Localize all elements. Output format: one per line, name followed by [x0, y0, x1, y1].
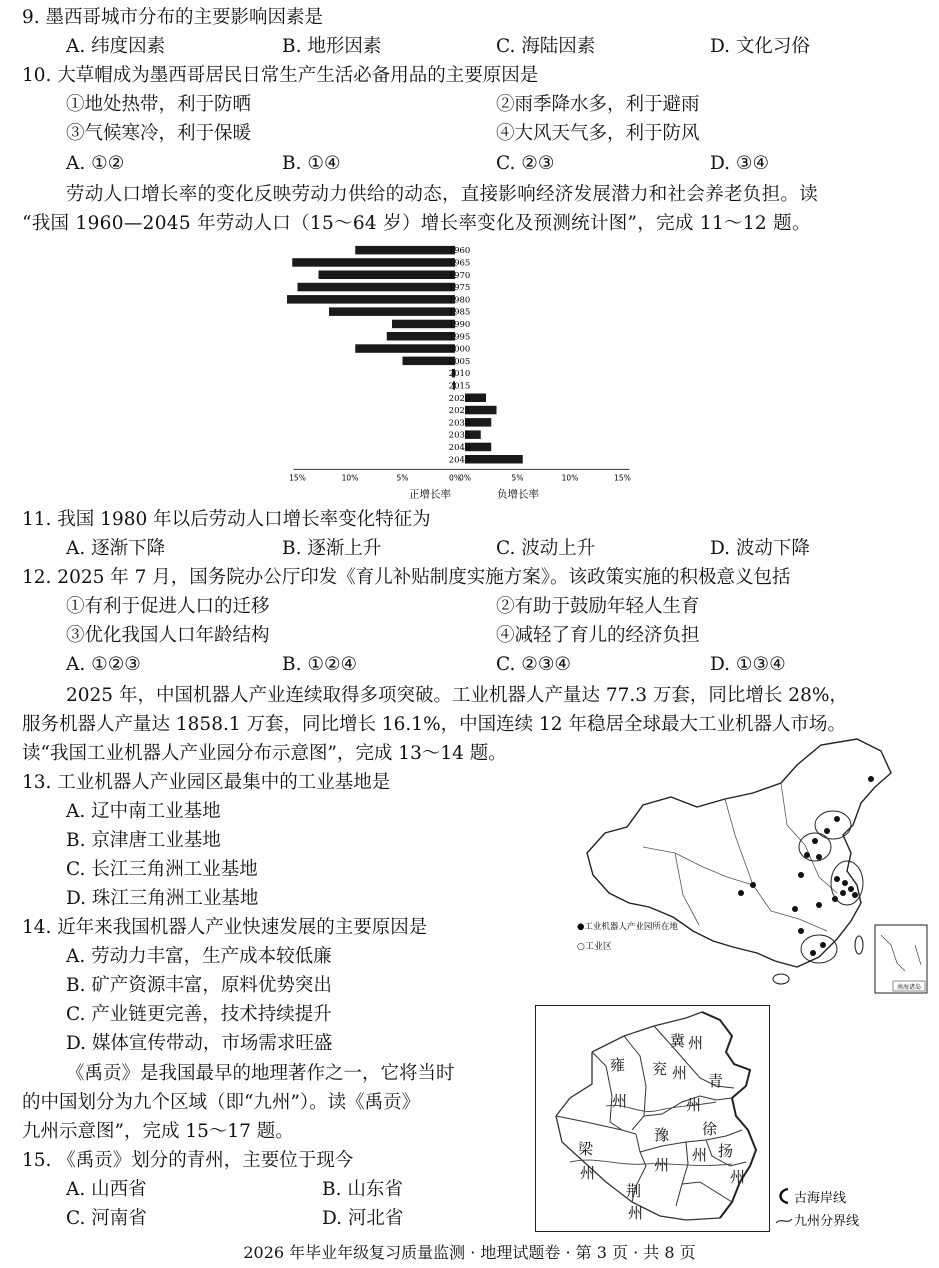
label-yang: 扬 — [718, 1142, 734, 1160]
year-label-1995: 1995 — [448, 332, 471, 343]
q13-option-d: D. 珠江三角洲工业基地 — [66, 888, 259, 909]
intro-15-17-line2: 的中国划分为九个区域（即“九州”）。读《禹贡》 — [22, 1092, 421, 1113]
tick-left-15: 15% — [289, 473, 306, 483]
tick-left-10: 10% — [341, 473, 359, 483]
year-label-2025: 2025 — [448, 406, 471, 417]
label-jing: 荆 — [626, 1182, 642, 1200]
q10-item-2: ②雨季降水多，利于避雨 — [496, 94, 700, 115]
label-liang-zhou: 州 — [580, 1164, 596, 1182]
bar-1960 — [355, 246, 455, 255]
legend-park: ●工业机器人产业园所在地 — [577, 922, 678, 932]
q12-option-c: C. ②③④ — [496, 654, 572, 675]
q13-option-a: A. 辽中南工业基地 — [66, 801, 221, 822]
year-label-1985: 1985 — [448, 307, 471, 318]
tick-right-10: 10% — [561, 473, 579, 483]
label-yong: 雍 — [610, 1056, 626, 1074]
label-ji: 冀 — [670, 1032, 686, 1050]
q11-option-d: D. 波动下降 — [710, 538, 810, 559]
bar-2005 — [403, 357, 456, 366]
year-label-2035: 2035 — [448, 430, 471, 441]
q15-stem: 15. 《禹贡》划分的青州，主要位于现今 — [22, 1150, 354, 1171]
q12-item-2: ②有助于鼓励年轻人生育 — [496, 596, 700, 617]
year-label-2010: 2010 — [448, 369, 471, 380]
label-yang-zhou: 州 — [730, 1168, 746, 1186]
q14-option-a: A. 劳动力丰富，生产成本较低廉 — [66, 946, 332, 967]
axis-label-negative: 负增长率 — [497, 488, 539, 501]
year-label-2020: 2020 — [448, 393, 471, 404]
intro-11-12-line2: “我国 1960—2045 年劳动人口（15～64 岁）增长率变化及预测统计图”，完成 11～12 题。 — [22, 213, 811, 234]
label-xu-zhou: 州 — [692, 1146, 708, 1164]
inset-label: 南海诸岛 — [896, 984, 922, 991]
tick-right-15: 15% — [614, 473, 631, 483]
year-label-1965: 1965 — [448, 258, 471, 269]
q12-item-4: ④减轻了育儿的经济负担 — [496, 625, 700, 646]
bar-1985 — [329, 307, 455, 316]
bar-1975 — [298, 283, 456, 292]
label-ji-zhou: 州 — [688, 1034, 704, 1052]
intro-15-17-line3: 九州示意图”，完成 15～17 题。 — [22, 1121, 294, 1142]
q14-option-d: D. 媒体宣传带动，市场需求旺盛 — [66, 1033, 333, 1054]
label-jing-zhou: 州 — [628, 1204, 644, 1222]
q13-option-b: B. 京津唐工业基地 — [66, 830, 221, 851]
q14-option-b: B. 矿产资源丰富，原料优势突出 — [66, 975, 332, 996]
label-yong-zhou: 州 — [612, 1092, 628, 1110]
year-label-1990: 1990 — [448, 319, 471, 330]
intro-13-14-line2: 服务机器人产量达 1858.1 万套，同比增长 16.1%，中国连续 12 年稳居全球最大工业机器人市场。 — [22, 714, 846, 735]
q9-option-c: C. 海陆因素 — [496, 36, 596, 57]
label-yu: 豫 — [654, 1126, 670, 1144]
legend-coastline-label: 古海岸线 — [794, 1191, 847, 1206]
year-label-2005: 2005 — [448, 356, 471, 367]
label-liang: 梁 — [578, 1140, 594, 1158]
q9-stem: 9. 墨西哥城市分布的主要影响因素是 — [22, 7, 324, 28]
coastline-legend-symbol — [781, 1189, 789, 1203]
label-qing: 青 — [708, 1072, 724, 1090]
bar-1990 — [392, 320, 455, 329]
tick-right-0: 0% — [459, 473, 471, 483]
q11-option-a: A. 逐渐下降 — [66, 538, 166, 559]
q13-stem: 13. 工业机器人产业园区最集中的工业基地是 — [22, 772, 391, 793]
tick-left-0: 0% — [449, 473, 461, 483]
page-footer: 2026 年毕业年级复习质量监测 · 地理试题卷 · 第 3 页 · 共 8 页 — [243, 1243, 696, 1262]
legend-border-label: 九州分界线 — [794, 1214, 860, 1229]
tick-right-5: 5% — [511, 473, 524, 483]
q12-stem: 12. 2025 年 7 月，国务院办公厅印发《育儿补贴制度实施方案》。该政策实施的积极意义包括 — [22, 567, 791, 588]
q15-option-d: D. 河北省 — [322, 1208, 404, 1229]
bar-1965 — [292, 258, 455, 267]
intro-13-14-line3: 读“我国工业机器人产业园分布示意图”，完成 13～14 题。 — [22, 743, 507, 764]
label-xu: 徐 — [702, 1120, 718, 1138]
q12-item-1: ①有利于促进人口的迁移 — [66, 596, 270, 617]
q11-option-b: B. 逐渐上升 — [282, 538, 382, 559]
q11-stem: 11. 我国 1980 年以后劳动人口增长率变化特征为 — [22, 509, 431, 530]
bar-1995 — [387, 332, 455, 341]
year-label-2040: 2040 — [448, 442, 471, 453]
year-label-2045: 2045 — [448, 455, 471, 466]
intro-13-14-line1: 2025 年，中国机器人产业连续取得多项突破。工业机器人产量达 77.3 万套，同比增长 28%， — [66, 685, 848, 706]
q15-option-c: C. 河南省 — [66, 1208, 147, 1229]
q12-option-d: D. ①③④ — [710, 654, 786, 675]
q10-item-3: ③气候寒冷，利于保暖 — [66, 123, 252, 144]
q10-item-1: ①地处热带，利于防晒 — [66, 94, 252, 115]
jiuzhou-legend — [772, 1185, 902, 1231]
q11-option-c: C. 波动上升 — [496, 538, 596, 559]
border-legend-symbol — [776, 1219, 792, 1223]
tick-left-5: 5% — [396, 473, 409, 483]
intro-11-12-line1: 劳动人口增长率的变化反映劳动力供给的动态，直接影响经济发展潜力和社会养老负担。读 — [66, 184, 819, 205]
year-label-2030: 2030 — [448, 418, 471, 429]
bar-2045 — [465, 455, 523, 464]
label-yu-zhou: 州 — [654, 1156, 670, 1174]
q9-option-d: D. 文化习俗 — [710, 36, 810, 57]
year-label-2015: 2015 — [448, 381, 471, 392]
year-label-1980: 1980 — [448, 295, 471, 306]
q10-option-d: D. ③④ — [710, 153, 770, 174]
bar-1980 — [287, 295, 455, 304]
q14-option-c: C. 产业链更完善，技术持续提升 — [66, 1004, 332, 1025]
q9-option-b: B. 地形因素 — [282, 36, 382, 57]
q15-option-a: A. 山西省 — [66, 1179, 147, 1200]
label-qing-zhou: 州 — [686, 1096, 702, 1114]
q15-option-b: B. 山东省 — [322, 1179, 403, 1200]
intro-15-17-line1: 《禹贡》是我国最早的地理著作之一，它将当时 — [66, 1063, 455, 1084]
jiuzhou-map — [536, 1006, 768, 1230]
year-label-1975: 1975 — [448, 283, 471, 294]
label-yan-zhou: 州 — [672, 1064, 688, 1082]
q12-option-b: B. ①②④ — [282, 654, 358, 675]
year-label-2000: 2000 — [448, 344, 471, 355]
q12-option-a: A. ①②③ — [66, 654, 141, 675]
q12-item-3: ③优化我国人口年龄结构 — [66, 625, 270, 646]
q10-option-b: B. ①④ — [282, 153, 341, 174]
bar-2000 — [355, 344, 455, 353]
q13-option-c: C. 长江三角洲工业基地 — [66, 859, 258, 880]
q10-option-a: A. ①② — [66, 153, 125, 174]
legend-industrial-zone: ○工业区 — [577, 942, 612, 952]
q10-stem: 10. 大草帽成为墨西哥居民日常生产生活必备用品的主要原因是 — [22, 65, 539, 86]
bar-1970 — [319, 271, 456, 280]
q9-option-a: A. 纬度因素 — [66, 36, 166, 57]
q10-item-4: ④大风天气多，利于防风 — [496, 123, 700, 144]
axis-label-positive: 正增长率 — [409, 488, 451, 501]
labor-growth-chart — [260, 238, 700, 506]
year-label-1960: 1960 — [448, 246, 471, 257]
year-label-1970: 1970 — [448, 270, 471, 281]
label-yan: 兖 — [652, 1060, 668, 1078]
q14-stem: 14. 近年来我国机器人产业快速发展的主要原因是 — [22, 917, 428, 938]
q10-option-c: C. ②③ — [496, 153, 555, 174]
china-robot-park-map — [575, 735, 930, 997]
